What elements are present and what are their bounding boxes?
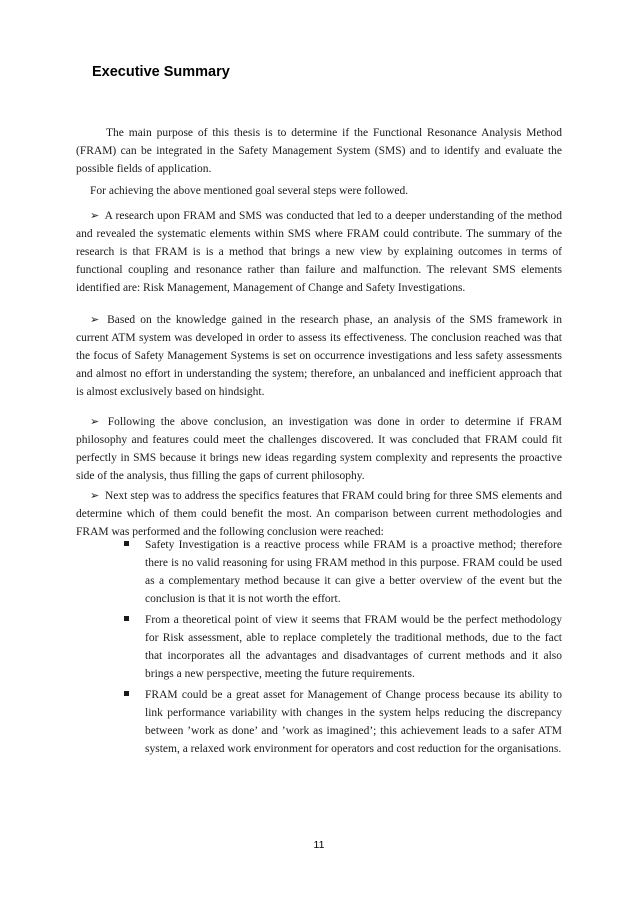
page-number: 11: [313, 839, 325, 851]
list-item: [118, 611, 562, 683]
step-paragraph: [76, 487, 562, 541]
arrow-bullet-icon: ➢: [90, 490, 100, 502]
step-paragraph: [76, 413, 562, 485]
page-title: Executive Summary: [92, 64, 230, 80]
steps-intro-paragraph: For achieving the above mentioned goal several steps were followed.: [90, 185, 409, 197]
intro-paragraph: The main purpose of this thesis is to determine if the Functional Resonance Analysis Method (FRAM) can be integrated in the Safety Management System (SMS) and to identify and evaluate the possible fields of application.: [76, 127, 562, 175]
square-bullet-icon: [124, 691, 129, 696]
list-item-text: FRAM could be a great asset for Management of Change process because its ability to link performance variability with changes in the system helps reducing the discrepancy between ’work as done’ and ’work as imagined’; this achievement leads to a safer ATM system, a relaxed work environment for operators and cost reduction for the organisations.: [145, 689, 562, 755]
list-item-text: From a theoretical point of view it seems that FRAM would be the perfect methodology for Risk assessment, able to replace completely the traditional methods, due to the fact that incorporates all the advantages and disadvantages of current methods and it also brings a new perspective, meeting the future requirements.: [145, 614, 562, 680]
list-item: [118, 686, 562, 758]
step-text: Next step was to address the specifics features that FRAM could bring for three SMS elements and determine which of them could benefit the most. An comparison between current methodologies and FRAM was performed and the following conclusion were reached:: [76, 490, 562, 538]
square-bullet-icon: [124, 616, 129, 621]
arrow-bullet-icon: ➢: [90, 314, 100, 326]
step-text: Based on the knowledge gained in the research phase, an analysis of the SMS framework in current ATM system was developed in order to assess its effectiveness. The conclusion reached was that the focus of Safety Management Systems is set on occurrence investigations and less safety assessments and almost no effort in understanding the system; therefore, an unbalanced and inefficient approach that is almost exclusively based on hindsight.: [76, 314, 563, 398]
step-text: A research upon FRAM and SMS was conducted that led to a deeper understanding of the method and revealed the systematic elements within SMS where FRAM could contribute. The summary of the research is that FRAM is is a method that brings a new view by explaining outcomes in terms of functional coupling and resonance rather than failure and malfunction. The relevant SMS elements identified are: Risk Management, Management of Change and Safety Investigations.: [76, 210, 562, 294]
list-item: [118, 536, 562, 608]
arrow-bullet-icon: ➢: [90, 416, 100, 428]
square-bullet-icon: [124, 541, 129, 546]
list-item-text: Safety Investigation is a reactive process while FRAM is a proactive method; therefore there is no valid reasoning for using FRAM method in this purpose. FRAM could be used as a complementary method because it can give a better overview of the event but the conclusion is that it is not worth the effort.: [145, 539, 562, 605]
step-text: Following the above conclusion, an investigation was done in order to determine if FRAM philosophy and features could meet the challenges discovered. It was concluded that FRAM could fit perfectly in SMS because it brings new ideas regarding system complexity and represents the proactive side of the analysis, thus filling the gaps of current philosophy.: [76, 416, 562, 482]
step-paragraph: [76, 311, 562, 401]
step-paragraph: [76, 207, 562, 297]
arrow-bullet-icon: ➢: [90, 210, 100, 222]
